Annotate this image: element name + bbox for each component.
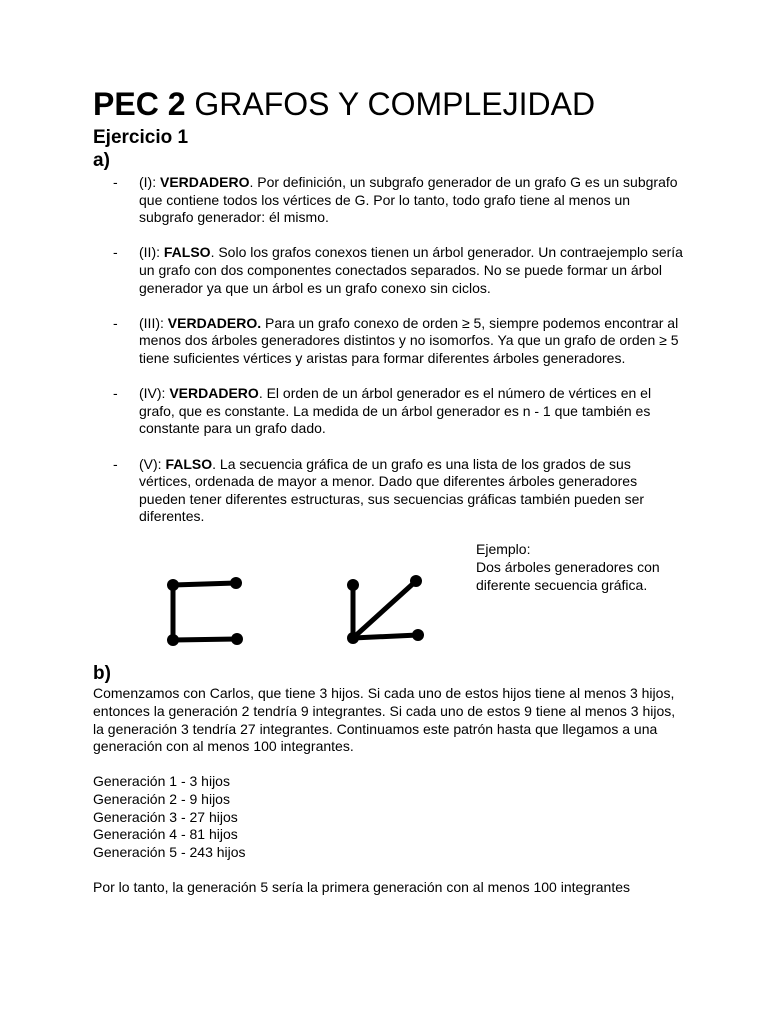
list-dash: -: [113, 174, 118, 190]
list-item: [93, 456, 683, 526]
spanning-tree-example: [93, 541, 683, 663]
title-bold: PEC 2: [93, 86, 186, 122]
item-prefix: (II):: [139, 244, 164, 261]
caption-line: diferente secuencia gráfica.: [476, 576, 648, 593]
spanning-trees-figure: [141, 543, 441, 661]
item-prefix: (III):: [139, 314, 168, 331]
item-verdict: FALSO: [163, 244, 211, 261]
item-prefix: (I):: [139, 174, 160, 190]
tree-a-vertex: [230, 577, 242, 589]
tree-a-graph: [167, 577, 243, 646]
tree-b-edge: [353, 635, 418, 638]
item-verdict: VERDADERO: [169, 385, 259, 402]
exercise-heading: Ejercicio 1: [93, 127, 189, 148]
tree-a-vertex: [167, 634, 179, 646]
generation-item: Generación 2 - 9 hijos: [93, 791, 230, 808]
tree-a-edge: [173, 583, 236, 585]
tree-a-vertex: [167, 579, 179, 591]
generation-item: Generación 1 - 3 hijos: [93, 773, 230, 790]
tree-b-vertex: [347, 579, 359, 591]
part-b-conclusion: Por lo tanto, la generación 5 sería la primera generación con al menos 100 integrantes: [93, 879, 630, 895]
item-text: . Por definición, un subgrafo generador de un grafo G es un subgrafo que contiene todos los vértices de G. Por lo tanto, todo grafo tiene al menos un subgrafo generador: él mismo.: [139, 174, 678, 226]
caption-line: Ejemplo:: [476, 541, 531, 558]
example-caption: [476, 541, 686, 594]
generation-item: Generación 4 - 81 hijos: [93, 826, 238, 843]
item-text: . El orden de un árbol generador es el número de vértices en el grafo, que es constante. La medida de un árbol generador es n - 1 que también es constante para un grafo dado.: [139, 385, 652, 437]
item-text: . Solo los grafos conexos tienen un árbol generador. Un contraejemplo sería un grafo con dos componentes conectados separados. No se puede formar un árbol generador ya que un árbol es un grafo conexo sin ciclos.: [139, 244, 683, 296]
statement-list: [93, 174, 683, 526]
generation-list: [93, 773, 683, 861]
tree-a-vertex: [231, 633, 243, 645]
tree-b-edge: [353, 581, 416, 638]
tree-b-graph: [347, 575, 424, 644]
list-item: [93, 174, 683, 227]
tree-b-vertex: [412, 629, 424, 641]
tree-b-vertex: [347, 632, 359, 644]
tree-b-vertex: [410, 575, 422, 587]
item-text: Para un grafo conexo de orden ≥ 5, siempre podemos encontrar al menos dos árboles generadores distintos y no isomorfos. Ya que un grafo de orden ≥ 5 tiene suficientes vértices y aristas para formar diferentes árboles generadores.: [139, 314, 679, 366]
title-rest: GRAFOS Y COMPLEJIDAD: [185, 86, 596, 122]
caption-line: Dos árboles generadores con: [476, 559, 660, 576]
item-text: . La secuencia gráfica de un grafo es una lista de los grados de sus vértices, ordenada de mayor a menor. Dado que diferentes árboles generadores pueden tener diferentes estructuras, sus secuencias gráficas también pueden ser diferentes.: [139, 455, 645, 525]
item-verdict: FALSO: [165, 455, 213, 472]
list-dash: -: [113, 244, 118, 261]
part-b-intro: Comenzamos con Carlos, que tiene 3 hijos. Si cada uno de estos hijos tiene al menos 3 hijos, entonces la generación 2 tendría 9 integrantes. Si cada uno de estos 9 tiene al menos 3 hijos, la generación 3 tendría 27 integrantes. Continuamos este patrón hasta que llegamos a una generación con al menos 100 integrantes.: [93, 685, 676, 755]
document-page: [93, 84, 683, 897]
part-a-label: a): [93, 150, 110, 171]
document-title: [93, 84, 683, 124]
item-verdict: VERDADERO.: [167, 314, 262, 331]
item-prefix: (V):: [139, 455, 166, 472]
list-dash: -: [113, 385, 118, 402]
list-item: [93, 385, 683, 438]
list-item: [93, 244, 683, 297]
item-verdict: VERDADERO: [160, 174, 250, 190]
generation-item: Generación 3 - 27 hijos: [93, 808, 238, 825]
part-b-label: b): [93, 663, 111, 685]
item-prefix: (IV):: [139, 385, 170, 402]
list-item: [93, 315, 683, 368]
list-dash: -: [113, 314, 118, 331]
list-dash: -: [113, 455, 118, 472]
tree-a-edge: [173, 639, 237, 640]
generation-item: Generación 5 - 243 hijos: [93, 843, 246, 860]
